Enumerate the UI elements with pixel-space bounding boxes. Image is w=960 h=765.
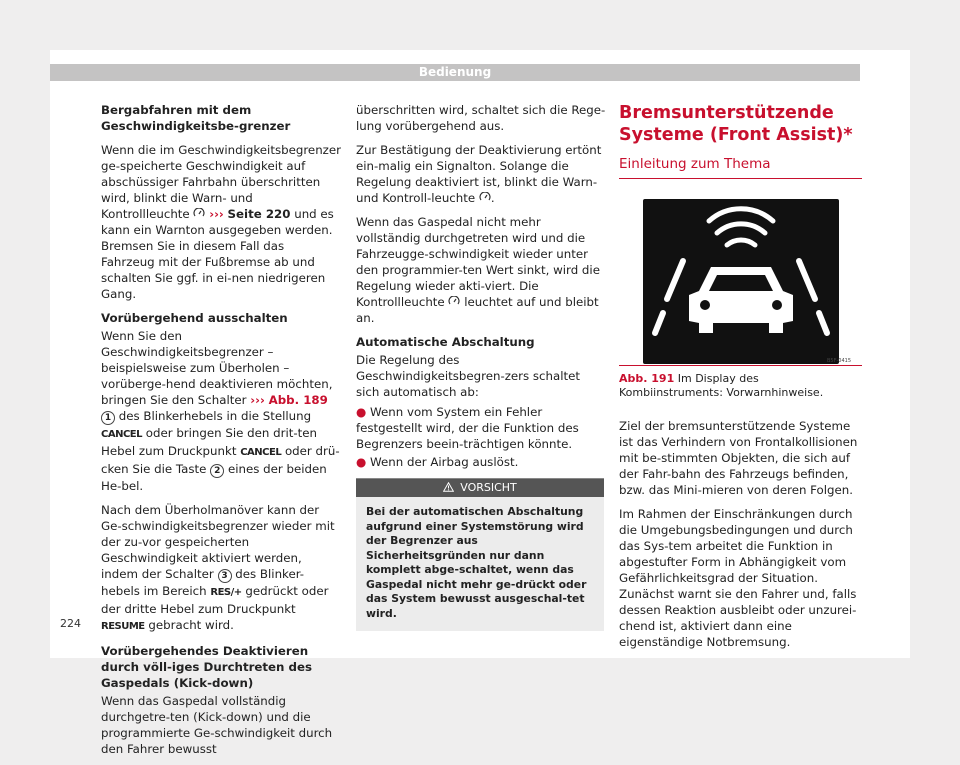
- paragraph-kickdown: Wenn das Gaspedal vollständig durchgetre-ten (Kick-down) und die programmierte Ge-schwindigkeit durch den Fahrer bewusst: [101, 694, 333, 756]
- front-assist-car-icon: [643, 199, 839, 364]
- paragraph-auto-shutoff: Die Regelung des Geschwindigkeitsbegren-zers schaltet sich automatisch ab:: [356, 353, 581, 399]
- section-header: Bedienung: [50, 64, 860, 81]
- section-title: Bremsunterstützende Systeme (Front Assist)*: [619, 103, 853, 145]
- resume-symbol: RESUME: [101, 621, 145, 632]
- paragraph-downhill: Wenn die im Geschwindigkeitsbegrenzer ge-speicherte Geschwindigkeit auf abschüssiger Fahrbahn überschritten wird, blinkt die Warn- und Kontrollleuchte ››› Seite 220 und es kann ein Warnton ausgegeben werden. Bremsen Sie in diesem Fall das Fahrzeug mit der Fußbremse ab und schalten Sie ggf. in ei-nen niedrigeren Gang.: [101, 143, 341, 301]
- caution-text: Bei der automatischen Abschaltung aufgrund einer Systemstörung wird der Begrenzer aus Sicherheitsgründen nur dann komplett abge-schaltet, wenn das Gaspedal nicht mehr ge-drückt oder das System bewusst ausgeschal-tet wird.: [366, 505, 587, 620]
- paragraph-reactivation: Wenn das Gaspedal nicht mehr vollständig durchgetreten wird und die Fahrzeugge-schwindigkeit wieder unter den programmier-ten Wert sinkt, wird die Regelung wieder akti-viert. Die Kontrollleuchte leuchtet auf und bleibt an.: [356, 215, 600, 325]
- figure-caption: Abb. 191 Im Display des Kombiinstruments: Vorwarnhinweise.: [619, 372, 824, 399]
- cross-ref-arrow: ›››: [250, 393, 265, 407]
- list-item: ● Wenn vom System ein Fehler festgestellt wird, der die Funktion des Begrenzers beein-trächtigen könnte.: [356, 405, 579, 451]
- figure-ref-link[interactable]: Abb. 189: [268, 393, 328, 407]
- figure-code: B5F-0415: [827, 358, 852, 364]
- figure-label: Abb. 191: [619, 372, 675, 385]
- column-right: [619, 102, 862, 658]
- callout-number: 1: [101, 411, 115, 425]
- column-left: [101, 102, 341, 765]
- cancel-symbol: CANCEL: [101, 429, 142, 440]
- paragraph-reactivate: Nach dem Überholmanöver kann der Ge-schwindigkeitsbegrenzer wieder mit der zu-vor gespeicherten Geschwindigkeit aktiviert werden, indem der Schalter 3 des Blinker-hebels im Bereich RES/+ gedrückt oder der dritte Hebel zum Druckpunkt RESUME gebracht wird.: [101, 503, 335, 632]
- paragraph-exceeded: überschritten wird, schaltet sich die Rege-lung vorübergehend aus.: [356, 103, 606, 133]
- callout-number: 2: [210, 464, 224, 478]
- speed-limiter-warning-icon: [479, 192, 491, 202]
- page-number: 224: [60, 617, 81, 630]
- bullet-icon: ●: [356, 405, 367, 419]
- heading-temporary-off: Vorübergehend ausschalten: [101, 311, 288, 325]
- caution-box: [356, 478, 604, 631]
- manual-page: [50, 50, 910, 756]
- paragraph-goal: Ziel der bremsunterstützende Systeme ist das Verhindern von Frontalkollisionen mit be-stimmten Objekten, die sich auf der Fahr-bahn des Fahrzeugs befinden, bzw. das Mini-mieren von deren Folgen.: [619, 419, 858, 497]
- speed-limiter-warning-icon: [193, 208, 205, 218]
- figure-191: [619, 195, 862, 366]
- cross-ref-arrow: ›››: [209, 207, 224, 221]
- paragraph-temporary-off: Wenn Sie den Geschwindigkeitsbegrenzer – beispielsweise zum Überholen – vorüberge-hend deaktivieren möchten, bringen Sie den Schalter ››› Abb. 189 1 des Blinkerhebels in die Stellung CANCEL oder bringen Sie den drit-ten Hebel zum Druckpunkt CANCEL oder drü-cken Sie die Taste 2 eines der beiden He-bel.: [101, 329, 340, 493]
- bullet-icon: ●: [356, 455, 367, 469]
- heading-auto-shutoff: Automatische Abschaltung: [356, 335, 535, 349]
- list-item: ● Wenn der Airbag auslöst.: [356, 455, 519, 469]
- cancel-symbol: CANCEL: [240, 447, 282, 458]
- column-middle: [356, 102, 606, 631]
- res-plus-symbol: RES/+: [210, 587, 242, 598]
- heading-kickdown: Vorübergehendes Deaktivieren durch völl-iges Durchtreten des Gaspedals (Kick-down): [101, 644, 313, 690]
- section-subtitle: Einleitung zum Thema: [619, 156, 862, 179]
- paragraph-function: Im Rahmen der Einschränkungen durch die Umgebungsbedingungen und durch das Sys-tem arbeitet die Funktion in abgestufter Form in Abhängigkeit vom Gefährlichkeitsgrad der Situation. Zunächst warnt sie den Fahrer und, falls dessen Reaktion ausbleibt oder unzurei-chend ist, aktiviert dann eine eigenständige Notbremsung.: [619, 507, 857, 649]
- cross-ref-link[interactable]: Seite 220: [227, 207, 291, 221]
- warning-triangle-icon: [443, 482, 454, 492]
- instrument-display: [643, 199, 839, 364]
- callout-number: 3: [218, 569, 232, 583]
- caution-header: VORSICHT: [356, 479, 604, 497]
- speed-limiter-indicator-icon: [448, 296, 460, 306]
- paragraph-confirmation: Zur Bestätigung der Deaktivierung ertönt ein-malig ein Signalton. Solange die Regelung deaktiviert ist, blinkt die Warn- und Kontroll-leuchte .: [356, 143, 602, 205]
- heading-downhill: Bergabfahren mit dem Geschwindigkeitsbe-grenzer: [101, 103, 291, 133]
